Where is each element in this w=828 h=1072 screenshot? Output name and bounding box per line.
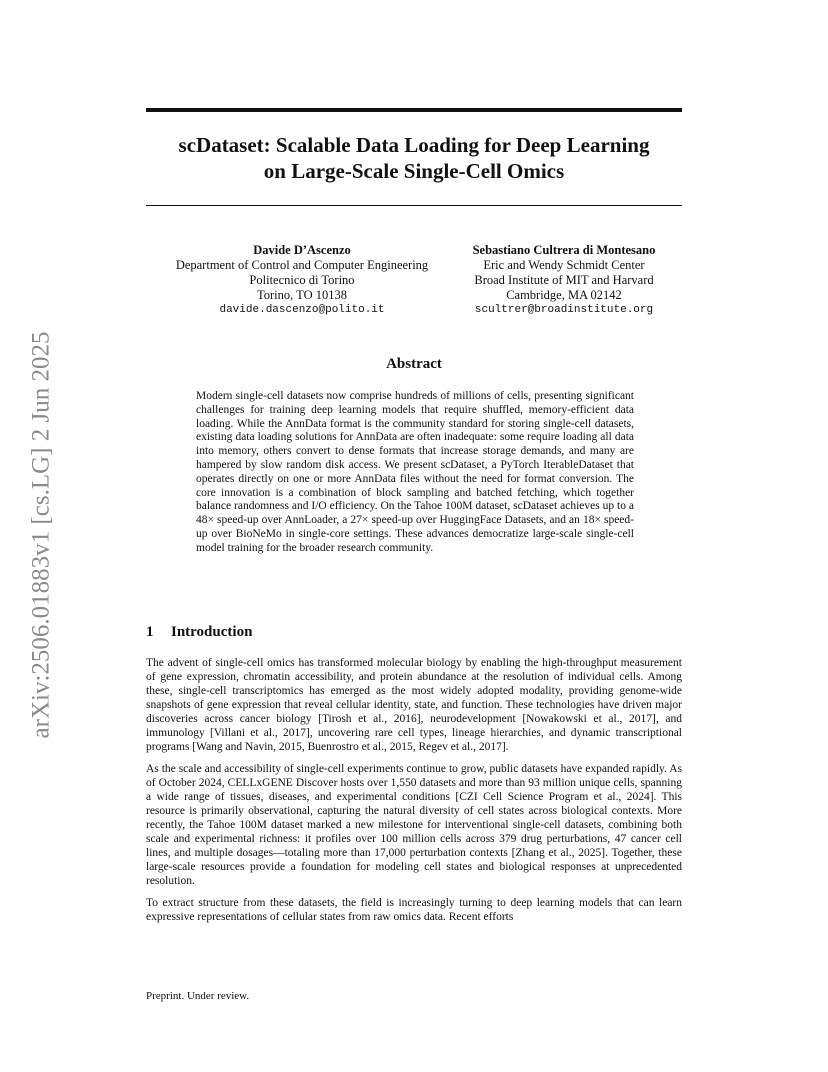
paper-title <box>146 132 682 184</box>
author-affiliation: Eric and Wendy Schmidt Center <box>483 258 645 272</box>
author-affiliation: Broad Institute of MIT and Harvard <box>474 273 654 287</box>
author-name: Davide D’Ascenzo <box>253 243 351 257</box>
author-affiliation: Department of Control and Computer Engineering <box>175 258 429 272</box>
author-name: Sebastiano Cultrera di Montesano <box>472 243 656 257</box>
title-top-rule <box>146 108 682 112</box>
arxiv-identifier-text: arXiv:2506.01883v1 [cs.LG] 2 Jun 2025 <box>27 331 54 739</box>
section-heading <box>146 624 682 641</box>
section-title: Introduction <box>171 624 253 640</box>
author-email: scultrer@broadinstitute.org <box>474 304 654 316</box>
abstract-heading: Abstract <box>386 356 442 372</box>
title-bottom-rule <box>146 205 682 206</box>
paper-title-line-2: on Large-Scale Single-Cell Omics <box>263 159 565 183</box>
author-block-2 <box>448 243 680 318</box>
arxiv-identifier <box>23 300 59 770</box>
author-address: Cambridge, MA 02142 <box>506 288 622 302</box>
author-block-1 <box>146 243 458 318</box>
author-address: Torino, TO 10138 <box>257 288 347 302</box>
body-paragraph: As the scale and accessibility of single-cell experiments continue to grow, public datasets have expanded rapidly. As of October 2024, CELLxGENE Discover hosts over 1,550 datasets and more than 93 million unique cells, spanning a wide range of tissues, diseases, and experimental conditions [CZI Cell Science Program et al., 2024]. This resource is primarily observational, capturing the natural diversity of cell states across biological contexts. More recently, the Tahoe 100M dataset marked a new milestone for interventional single-cell datasets, combining both scale and experimental richness: it profiles over 100 million cells across 379 drug perturbations, 47 cancer cell lines, and multiple dosages—totaling more than 17,000 perturbation contexts [Zhang et al., 2025]. Together, these large-scale resources provide a foundation for modeling cell states and biological responses at unprecedented resolution. <box>146 763 682 887</box>
author-affiliation: Politecnico di Torino <box>249 273 355 287</box>
body-text <box>146 656 682 932</box>
abstract-text: Modern single-cell datasets now comprise hundreds of millions of cells, presenting significant challenges for training deep learning models that require shuffled, memory-efficient data loading. While the AnnData format is the community standard for storing single-cell datasets, existing data loading solutions for AnnData are often inadequate: some require loading all data into memory, others convert to dense formats that increase storage demands, and many are hampered by slow random disk access. We present scDataset, a PyTorch IterableDataset that operates directly on one or more AnnData files without the need for format conversion. The core innovation is a combination of block sampling and batched fetching, which together balance randomness and I/O efficiency. On the Tahoe 100M dataset, scDataset achieves up to a 48× speed-up over AnnLoader, a 27× speed-up over HuggingFace Datasets, and an 18× speed-up over BioNeMo in single-core settings. These advances democratize large-scale single-cell model training for the broader research community. <box>196 390 634 554</box>
page-footer: Preprint. Under review. <box>146 990 250 1002</box>
body-paragraph: The advent of single-cell omics has transformed molecular biology by enabling the high-throughput measurement of gene expression, chromatin accessibility, and protein abundance at the resolution of individual cells. Among these, single-cell transcriptomics has emerged as the most widely adopted modality, providing genome-wide snapshots of gene expression that reveal cellular identity, state, and function. These technologies have driven major discoveries across cancer biology [Tirosh et al., 2016], neurodevelopment [Nowakowski et al., 2017], and immunology [Villani et al., 2017], uncovering rare cell types, lineage hierarchies, and dynamic transcriptional programs [Wang and Navin, 2015, Buenrostro et al., 2015, Regev et al., 2017]. <box>146 657 682 753</box>
body-paragraph: To extract structure from these datasets, the field is increasingly turning to deep learning models that can learn expressive representations of cellular states from raw omics data. Recent efforts <box>146 897 682 923</box>
paper-title-line-1: scDataset: Scalable Data Loading for Deep Learning <box>178 133 650 157</box>
author-email: davide.dascenzo@polito.it <box>219 304 385 316</box>
section-number: 1 <box>146 624 154 640</box>
